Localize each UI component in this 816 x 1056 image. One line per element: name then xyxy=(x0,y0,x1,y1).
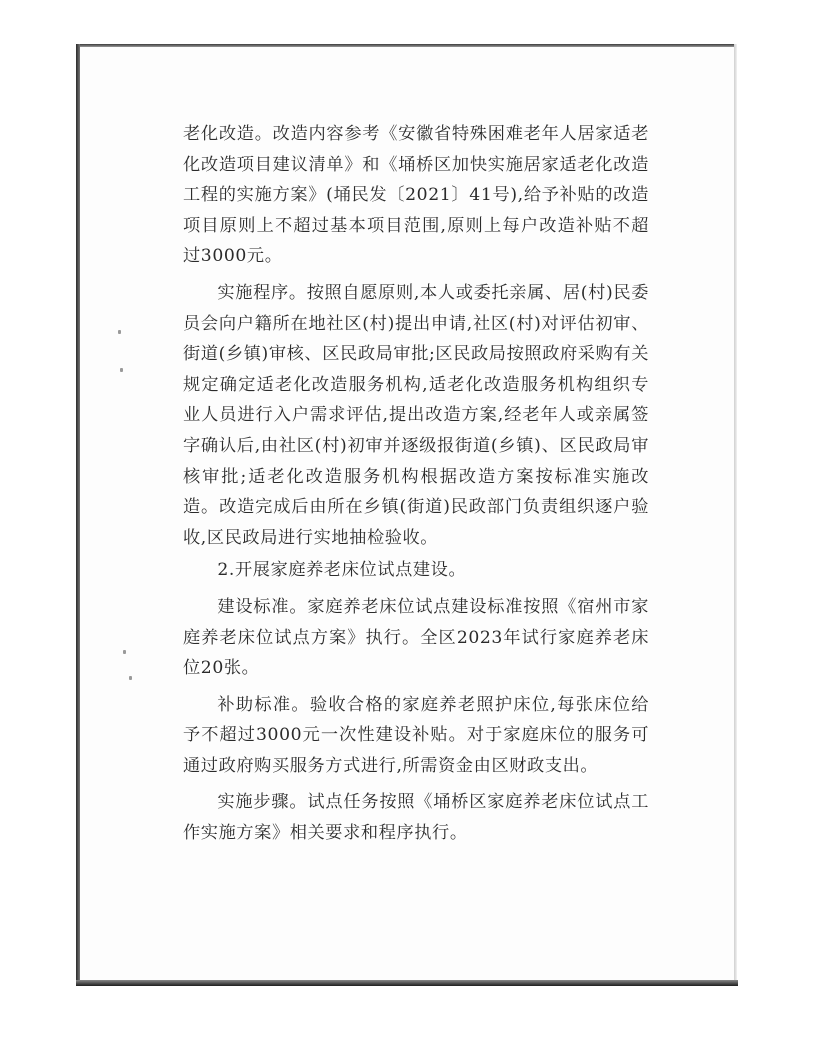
scan-speck xyxy=(120,368,123,372)
document-body xyxy=(183,119,649,849)
scan-speck xyxy=(129,676,132,680)
scan-edge-bottom xyxy=(76,980,738,986)
scan-edge-right xyxy=(734,44,737,984)
paragraph-subsidy-standard: 补助标准。验收合格的家庭养老照护床位,每张床位给予不超过3000元一次性建设补贴。对于家庭床位的服务可通过政府购买服务方式进行,所需资金由区财政支出。 xyxy=(183,694,649,776)
paragraph-construction-standard: 建设标准。家庭养老床位试点建设标准按照《宿州市家庭养老床位试点方案》执行。全区2023年试行家庭养老床位20张。 xyxy=(183,596,649,679)
scan-speck xyxy=(118,330,121,334)
paragraph-renovation-content: 老化改造。改造内容参考《安徽省特殊困难老年人居家适老化改造项目建议清单》和《埇桥区加快实施居家适老化改造工程的实施方案》(埇民发〔2021〕41号),给予补贴的改造项目原则上不超过基本项目范围,原则上每户改造补贴不超过3000元。 xyxy=(183,124,649,267)
paragraph-implementation-steps: 实施步骤。试点任务按照《埇桥区家庭养老床位试点工作实施方案》相关要求和程序执行。 xyxy=(183,792,649,844)
section-heading-family-bed-pilot: 2.开展家庭养老床位试点建设。 xyxy=(217,560,467,581)
paragraph-implementation-procedure: 实施程序。按照自愿原则,本人或委托亲属、居(村)民委员会向户籍所在地社区(村)提出申请,社区(村)对评估初审、街道(乡镇)审核、区民政局审批;区民政局按照政府采购有关规定确定适老化改造服务机构,适老化改造服务机构组织专业人员进行入户需求评估,提出改造方案,经老年人或亲属签字确认后,由社区(村)初审并逐级报街道(乡镇)、区民政局审核审批;适老化改造服务机构根据改造方案按标准实施改造。改造完成后由所在乡镇(街道)民政部门负责组织逐户验收,区民政局进行实地抽检验收。 xyxy=(183,282,649,548)
scan-speck xyxy=(123,650,126,654)
